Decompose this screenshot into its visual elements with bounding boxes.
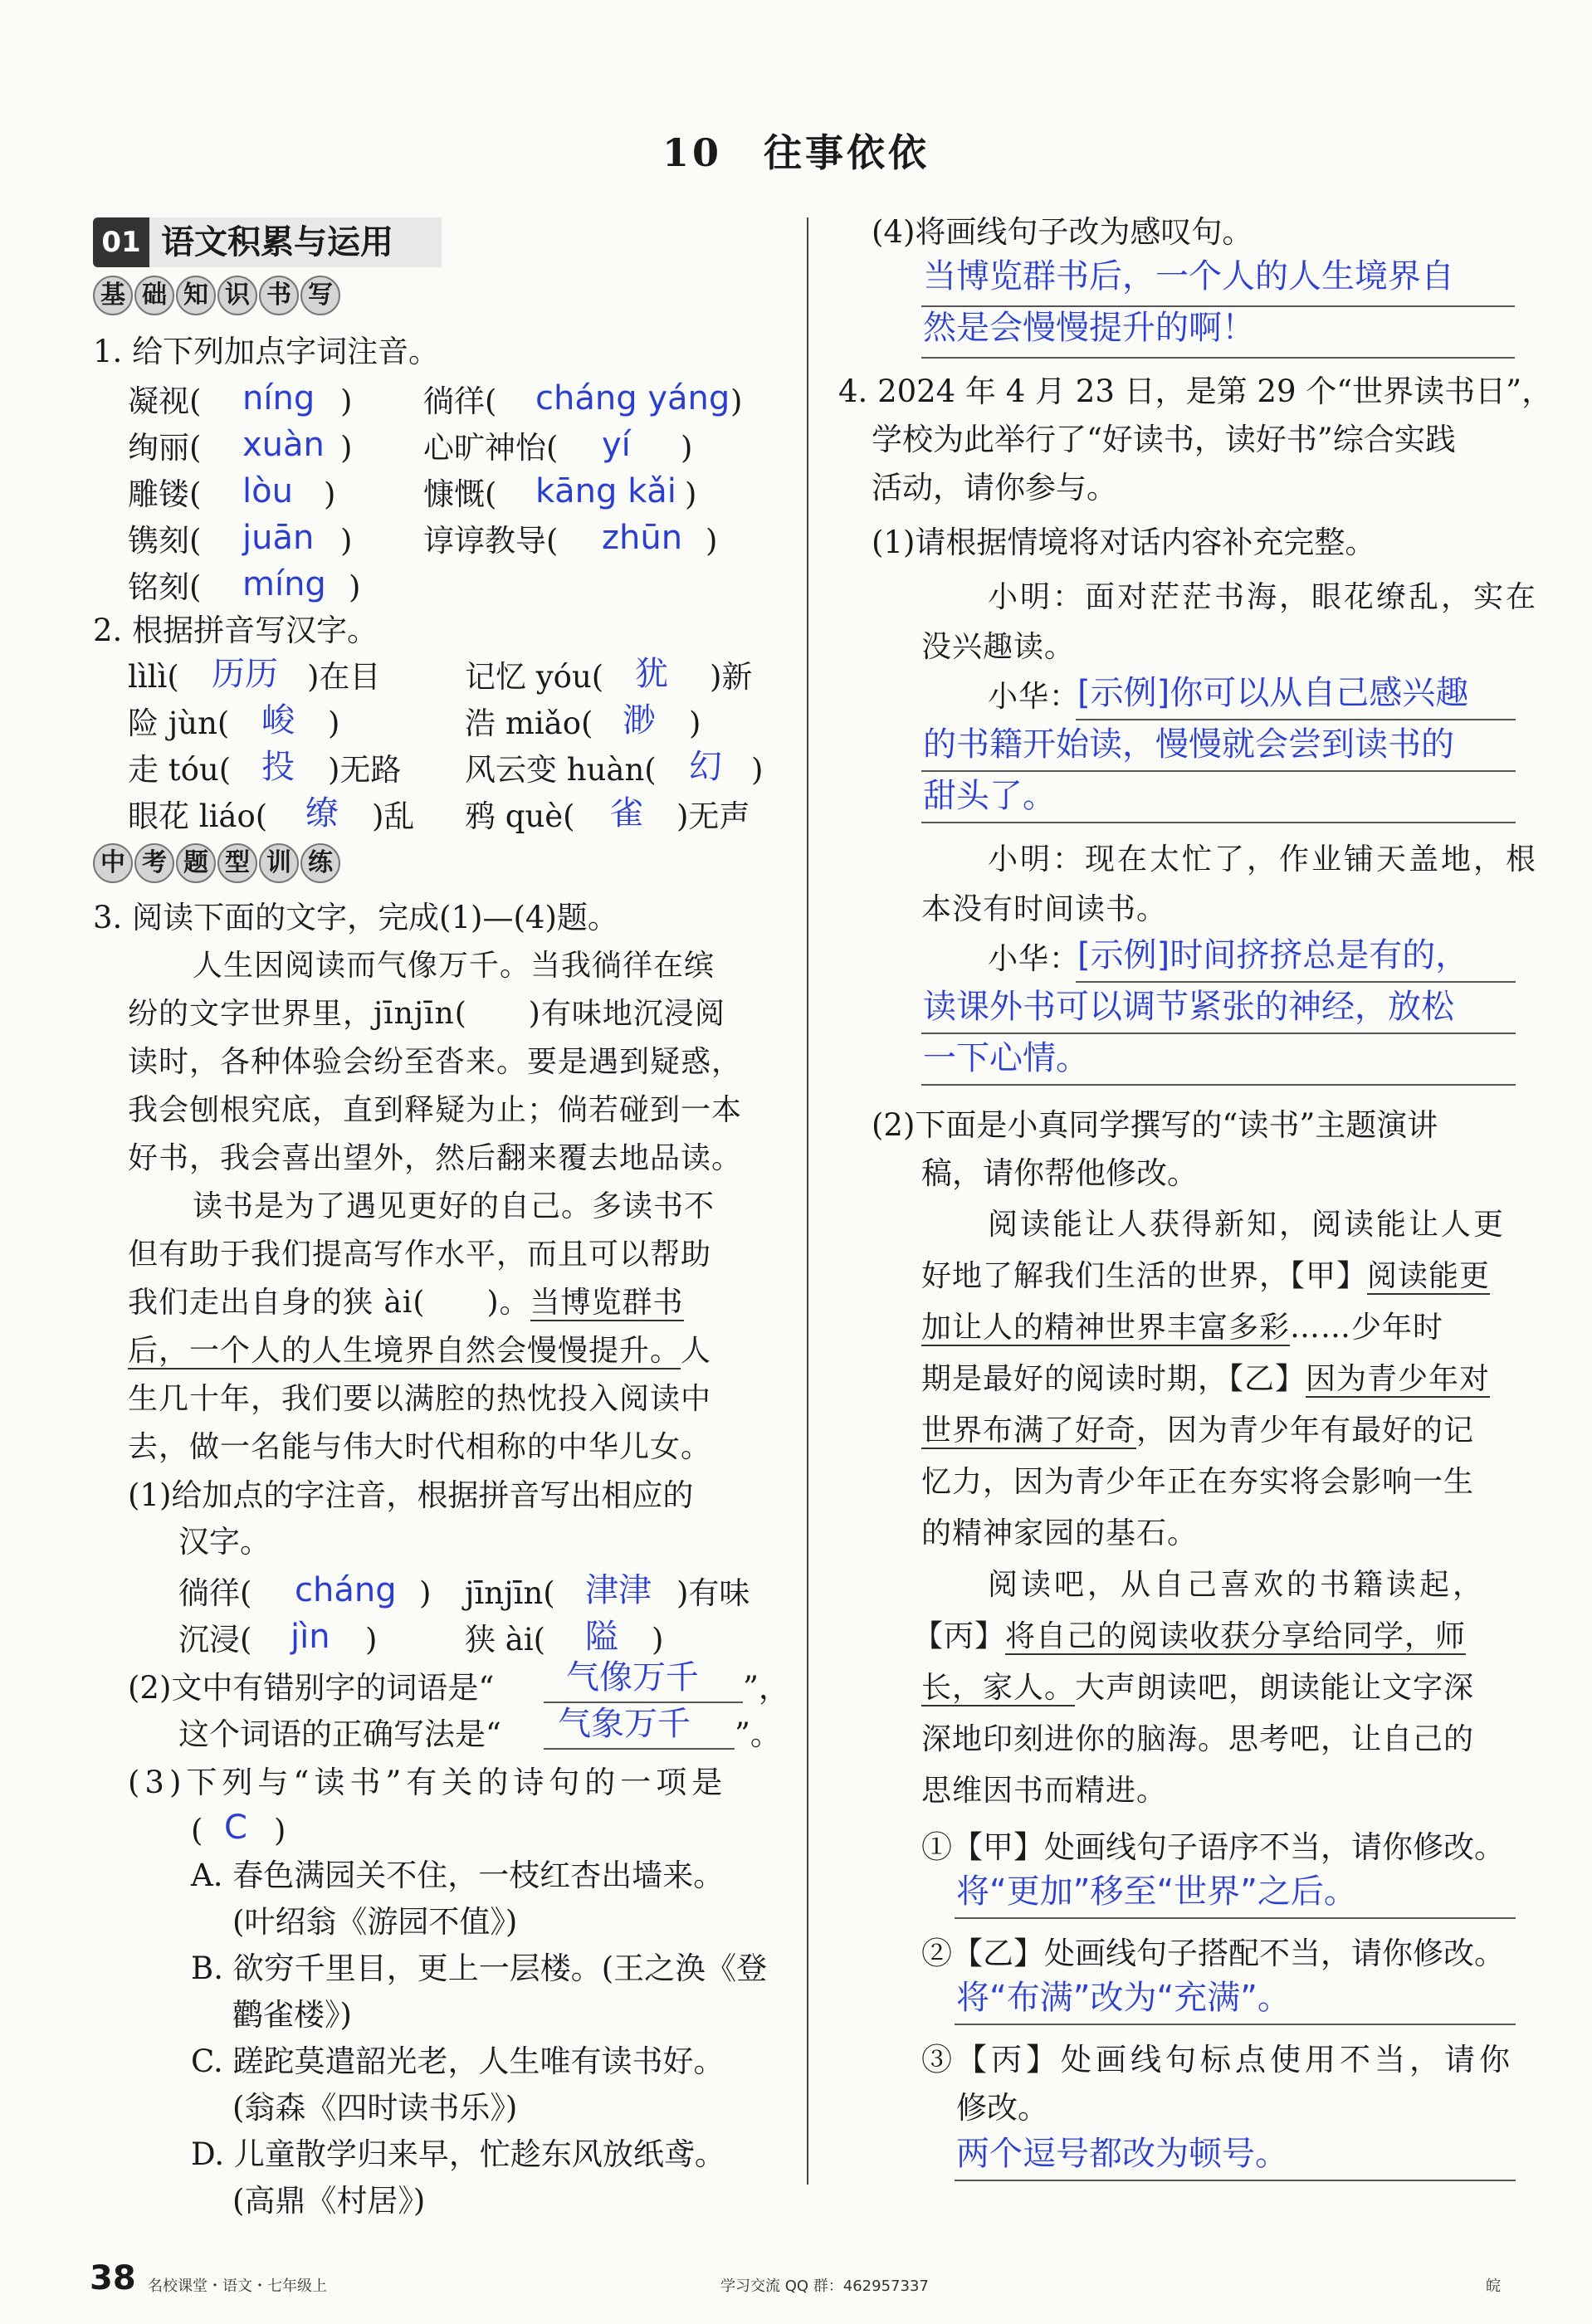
q1-item: 徜徉( (423, 383, 497, 419)
page-title: 10 往事依依 (662, 130, 930, 175)
underlined-sentence: 后，一个人的人生境界自然会慢慢提升。 (128, 1334, 681, 1368)
q4-sub2-stem: (2)下面是小真同学撰写的“读书”主题演讲 (872, 1107, 1438, 1143)
q1-item: 凝视( (128, 383, 202, 419)
q3-stem: 3. 阅读下面的文字，完成(1)—(4)题。 (93, 900, 618, 935)
speech-line: 长，家人。大声朗读吧，朗读能让文字深 (921, 1671, 1475, 1705)
q1-answer: cháng yáng (535, 379, 730, 417)
q3-sub4-stem: (4)将画线句子改为感叹句。 (872, 214, 1253, 250)
q4-sub2-item1: ①【甲】处画线句子语序不当，请你修改。 (921, 1829, 1505, 1865)
qq-group: 学习交流 QQ 群：462957337 (720, 2278, 929, 2295)
passage-line: 纷的文字世界里，jīnjīn( )有味地沉浸阅 (128, 997, 725, 1031)
q3-sub4-answer: 当博览群书后，一个人的人生境界自 (923, 257, 1454, 295)
q4-sub1-answer: [示例]你可以从自己感兴趣 (1077, 674, 1469, 712)
q1-stem: 1. 给下列加点字词注音。 (93, 334, 440, 369)
underlined-sentence-yi: 因为青少年对 (1306, 1362, 1491, 1396)
q4-stem: 4. 2024 年 4 月 23 日，是第 29 个“世界读书日”， (838, 374, 1553, 409)
q1-item: 慷慨( (423, 476, 497, 512)
q2-answer: 幻 (689, 748, 722, 786)
q1-answer: níng (242, 379, 315, 417)
q4-sub2-item2: ②【乙】处画线句子搭配不当，请你修改。 (921, 1936, 1505, 1971)
q2-answer: 犹 (635, 655, 668, 693)
q4-sub2-answer: 两个逗号都改为顿号。 (956, 2135, 1288, 2173)
q3-sub1-answer: cháng (295, 1571, 397, 1609)
q3-sub2-answer: 气象万千 (558, 1705, 691, 1743)
q4-sub1-answer: 的书籍开始读，慢慢就会尝到读书的 (923, 725, 1454, 764)
underlined-sentence-bing: 长，家人。 (921, 1671, 1076, 1705)
passage-line: 人生因阅读而气像万千。当我徜徉在缤 (193, 949, 715, 983)
badge-basic-knowledge: 基 础 知 识 书 写 (93, 276, 342, 319)
passage-line: 后，一个人的人生境界自然会慢慢提升。人 (128, 1334, 712, 1368)
q4-sub1-answer: 甜头了。 (923, 777, 1056, 815)
q3-sub1-answer: 隘 (585, 1618, 618, 1656)
dialogue-hua-label: 小华： (988, 942, 1081, 976)
q4-sub1-stem: (1)请根据情境将对话内容补充完整。 (872, 525, 1376, 560)
q2-item: 眼花 liáo( (128, 798, 268, 834)
q4-sub1-answer: 读课外书可以调节紧张的神经，放松 (923, 988, 1454, 1026)
section-number: 01 (93, 217, 149, 267)
page-number: 38 (90, 2259, 136, 2297)
q2-item: 记忆 yóu( (465, 659, 604, 695)
q2-answer: 历历 (212, 655, 278, 693)
q2-item: 风云变 huàn( (465, 752, 657, 788)
q3-sub1-answer: jìn (291, 1618, 330, 1656)
region-mark: 皖 (1486, 2278, 1501, 2295)
underlined-sentence-jia: 加让人的精神世界丰富多彩 (921, 1311, 1291, 1345)
q1-answer: zhūn (602, 519, 683, 557)
q3-sub2-answer: 气像万千 (566, 1658, 699, 1697)
passage-line: 去，做一名能与伟大时代相称的中华儿女。 (128, 1430, 712, 1464)
q1-answer: xuàn (242, 426, 325, 464)
q1-item: 心旷神怡( (423, 430, 559, 466)
passage-line: 但有助于我们提高写作水平，而且可以帮助 (128, 1238, 712, 1272)
answer-line (921, 357, 1515, 359)
q2-stem: 2. 根据拼音写汉字。 (93, 613, 378, 648)
option-d: D. 儿童散学归来早，忙趁东风放纸鸢。 (191, 2136, 725, 2172)
q3-sub1-answer: 津津 (585, 1571, 652, 1609)
dialogue-ming: 小明：面对茫茫书海，眼花缭乱，实在 (988, 580, 1539, 614)
section-header (93, 217, 442, 267)
speech-line: 世界布满了好奇，因为青少年有最好的记 (921, 1413, 1475, 1448)
speech-line: 阅读能让人获得新知，阅读能让人更 (988, 1208, 1507, 1242)
underlined-sentence-bing: 将自己的阅读收获分享给同学，师 (1005, 1619, 1467, 1653)
dialogue-hua-label: 小华： (988, 680, 1081, 714)
section-title: 语文积累与运用 (149, 217, 442, 267)
answer-line (955, 2180, 1516, 2181)
speech-line: 忆力，因为青少年正在夯实将会影响一生 (921, 1465, 1475, 1499)
q1-item: 绚丽( (128, 430, 202, 466)
answer-line (955, 1917, 1516, 1919)
passage-line: 读时，各种体验会纷至沓来。要是遇到疑惑， (128, 1045, 743, 1079)
answer-line (921, 822, 1516, 823)
column-divider (807, 217, 808, 2185)
q1-item: 雕镂( (128, 476, 202, 512)
speech-line: 加让人的精神世界丰富多彩……少年时 (921, 1311, 1444, 1345)
q1-answer: juān (242, 519, 315, 557)
underlined-sentence: 当博览群书 (530, 1286, 684, 1320)
passage-line: 读书是为了遇见更好的自己。多读书不 (193, 1189, 715, 1223)
q4-sub1-answer: 一下心情。 (923, 1039, 1089, 1077)
q4-sub1-answer: [示例]时间挤挤总是有的， (1077, 936, 1469, 974)
q3-sub3-stem: (3)下列与“读书”有关的诗句的一项是 (128, 1765, 728, 1800)
passage-line: 我们走出自身的狭 ài( )。当博览群书 (128, 1286, 684, 1320)
answer-line (1076, 981, 1516, 983)
option-c: C. 蹉跎莫遣韶光老，人生唯有读书好。 (191, 2043, 725, 2079)
option-a: A. 春色满园关不住，一枝红杏出墙来。 (191, 1858, 725, 1893)
underlined-sentence-yi: 世界布满了好奇 (921, 1413, 1137, 1448)
book-name: 名校课堂・语文・七年级上 (148, 2278, 327, 2295)
q3-sub2: (2)文中有错别字的词语是“ (128, 1670, 495, 1706)
speech-line: 阅读吧，从自己喜欢的书籍读起， (988, 1568, 1487, 1602)
speech-line: 思维因书而精进。 (921, 1774, 1168, 1808)
q3-sub1-stem: (1)给加点的字注音，根据拼音写出相应的 (128, 1477, 694, 1513)
speech-line: 期是最好的阅读时期，【乙】因为青少年对 (921, 1362, 1491, 1396)
answer-line (544, 1748, 735, 1750)
q1-answer: kāng kǎi (535, 472, 676, 510)
q1-item: 铭刻( (128, 569, 202, 605)
q2-item: 走 tóu( (128, 752, 232, 788)
answer-line (921, 770, 1516, 772)
q3-sub3-answer: C (224, 1809, 247, 1847)
q4-sub2-answer: 将“更加”移至“世界”之后。 (956, 1872, 1357, 1911)
q1-answer: yí (602, 426, 631, 464)
dialogue-ming: 小明：现在太忙了，作业铺天盖地，根 (988, 842, 1539, 876)
q4-sub2-item3: ③【丙】处画线句标点使用不当，请你 (921, 2042, 1514, 2077)
q1-answer: lòu (242, 472, 293, 510)
underlined-sentence-jia: 阅读能更 (1367, 1259, 1491, 1293)
q2-item: 险 jùn( (128, 706, 230, 741)
speech-line: 深地印刻进你的脑海。思考吧，让自己的 (921, 1722, 1475, 1756)
speech-line: 【丙】将自己的阅读收获分享给同学，师 (913, 1619, 1467, 1653)
q2-item: lìlì( (128, 659, 179, 695)
passage-line: 我会刨根究底，直到释疑为止；倘若碰到一本 (128, 1093, 743, 1127)
q2-item: 鸦 què( (465, 798, 575, 834)
badge-exam-training: 中 考 题 型 训 练 (93, 843, 342, 886)
answer-line (921, 1084, 1516, 1086)
passage-line: 生几十年，我们要以满腔的热忱投入阅读中 (128, 1382, 712, 1416)
option-b: B. 欲穷千里目，更上一层楼。(王之涣《登 (191, 1950, 768, 1986)
speech-line: 的精神家园的基石。 (921, 1516, 1199, 1550)
q2-answer: 渺 (623, 701, 656, 740)
q4-sub2-answer: 将“布满”改为“充满”。 (956, 1979, 1291, 2017)
answer-line (1076, 719, 1516, 720)
answer-line (955, 2024, 1516, 2025)
q2-answer: 投 (261, 748, 295, 786)
q2-item: 浩 miǎo( (465, 706, 593, 741)
q1-item: 谆谆教导( (423, 523, 559, 559)
q2-answer: 缭 (305, 794, 339, 832)
q1-item: 镌刻( (128, 523, 202, 559)
passage-line: 好书，我会喜出望外，然后翻来覆去地品读。 (128, 1141, 743, 1175)
q2-answer: 雀 (610, 794, 643, 832)
q1-answer: míng (242, 565, 326, 603)
answer-line (921, 1033, 1516, 1034)
q3-sub4-answer: 然是会慢慢提升的啊！ (923, 309, 1255, 347)
q2-answer: 峻 (261, 701, 295, 740)
speech-line: 好地了解我们生活的世界，【甲】阅读能更 (921, 1259, 1491, 1293)
